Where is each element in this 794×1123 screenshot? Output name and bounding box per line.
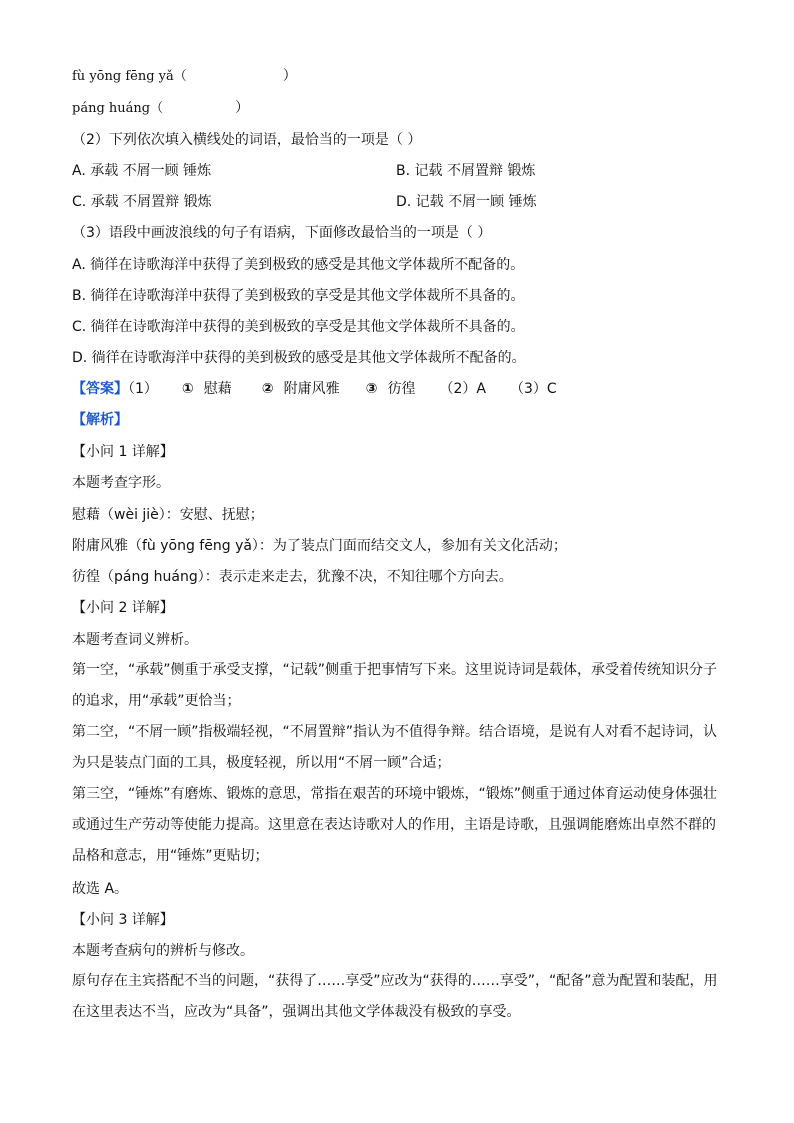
pinyin-line-1 xyxy=(72,67,297,86)
question-3-option-d: D. 徜徉在诗歌海洋中获得的美到极致的感受是其他文学体裁所不配备的。 xyxy=(72,350,526,366)
sub1-line-4: 彷徨（páng huáng）：表示走来走去，犹豫不决，不知往哪个方向去。 xyxy=(72,569,513,585)
answer-2: 附庸风雅 xyxy=(283,381,340,397)
paren-close: ） xyxy=(235,100,250,116)
sub2-conclusion: 故选 A。 xyxy=(72,881,129,897)
question-3-stem: （3）语段中画波浪线的句子有语病，下面修改最恰当的一项是（ ） xyxy=(72,225,492,241)
sub3-paragraph-1: 原句存在主宾搭配不当的问题，“获得了……享受”应改为“获得的……享受”，“配备”意为配置和装配，用在这里表达不当，应改为“具备”，强调出其他文学体裁没有极致的享受。 xyxy=(72,973,718,1020)
answer-1: 慰藉 xyxy=(203,381,232,397)
circled-number-1: ① xyxy=(181,381,194,397)
question-2-option-a: A. 承载 不屑一顾 锤炼 xyxy=(72,163,212,179)
sub-question-1-heading: 【小问 1 详解】 xyxy=(72,444,174,460)
answer-part-1-label: （1） xyxy=(128,381,158,397)
sub1-line-2: 慰藉（wèi jiè）：安慰、抚慰； xyxy=(72,507,264,523)
sub2-line-1: 本题考查词义辨析。 xyxy=(72,632,198,648)
question-2-option-c: C. 承载 不屑置辩 锻炼 xyxy=(72,194,212,210)
sub1-line-3: 附庸风雅（fù yōng fēng yǎ）：为了装点门面而结交文人，参加有关文化活动； xyxy=(72,538,567,554)
sub2-paragraph-3: 第三空，“锤炼”有磨炼、锻炼的意思，常指在艰苦的环境中锻炼，“锻炼”侧重于通过体育运动使身体强壮或通过生产劳动等使能力提高。这里意在表达诗歌对人的作用，主语是诗歌，且强调能磨炼出卓然不群的品格和意志，用“锤炼”更贴切； xyxy=(72,786,718,864)
sub-question-3-heading: 【小问 3 详解】 xyxy=(72,912,174,928)
sub2-paragraph-2: 第二空，“不屑一顾”指极端轻视，“不屑置辩”指认为不值得争辩。结合语境，是说有人对看不起诗词，认为只是装点门面的工具，极度轻视，所以用“不屑一顾”合适； xyxy=(72,724,718,771)
answer-3: 彷徨 xyxy=(387,381,416,397)
answer-part-2: （2）A xyxy=(439,381,486,397)
answer-line xyxy=(72,380,557,398)
question-3-option-a: A. 徜徉在诗歌海洋中获得了美到极致的感受是其他文学体裁所不配备的。 xyxy=(72,257,525,273)
circled-number-3: ③ xyxy=(365,381,378,397)
sub2-paragraph-1: 第一空，“承载”侧重于承受支撑，“记载”侧重于把事情写下来。这里说诗词是载体，承受着传统知识分子的追求，用“承载”更恰当； xyxy=(72,662,718,709)
question-2-stem: （2）下列依次填入横线处的词语，最恰当的一项是（ ） xyxy=(72,132,422,148)
paren-close: ） xyxy=(282,68,297,84)
sub-question-2-heading: 【小问 2 详解】 xyxy=(72,600,174,616)
answer-part-3: （3）C xyxy=(509,381,557,397)
question-3-option-b: B. 徜徉在诗歌海洋中获得了美到极致的享受是其他文学体裁所不具备的。 xyxy=(72,288,525,304)
answer-label: 【答案】 xyxy=(72,381,128,397)
analysis-label: 【解析】 xyxy=(72,412,128,428)
question-3-option-c: C. 徜徉在诗歌海洋中获得的美到极致的享受是其他文学体裁所不具备的。 xyxy=(72,319,525,335)
sub1-line-1: 本题考查字形。 xyxy=(72,475,170,491)
sub3-line-1: 本题考查病句的辨析与修改。 xyxy=(72,943,254,959)
pinyin-text: fù yōng fēng yǎ（ xyxy=(72,69,187,84)
pinyin-line-2 xyxy=(72,99,249,118)
question-2-option-b: B. 记载 不屑置辩 锻炼 xyxy=(396,163,536,179)
pinyin-text: páng huáng（ xyxy=(72,101,164,116)
circled-number-2: ② xyxy=(261,381,274,397)
question-2-option-d: D. 记载 不屑一顾 锤炼 xyxy=(396,194,537,210)
